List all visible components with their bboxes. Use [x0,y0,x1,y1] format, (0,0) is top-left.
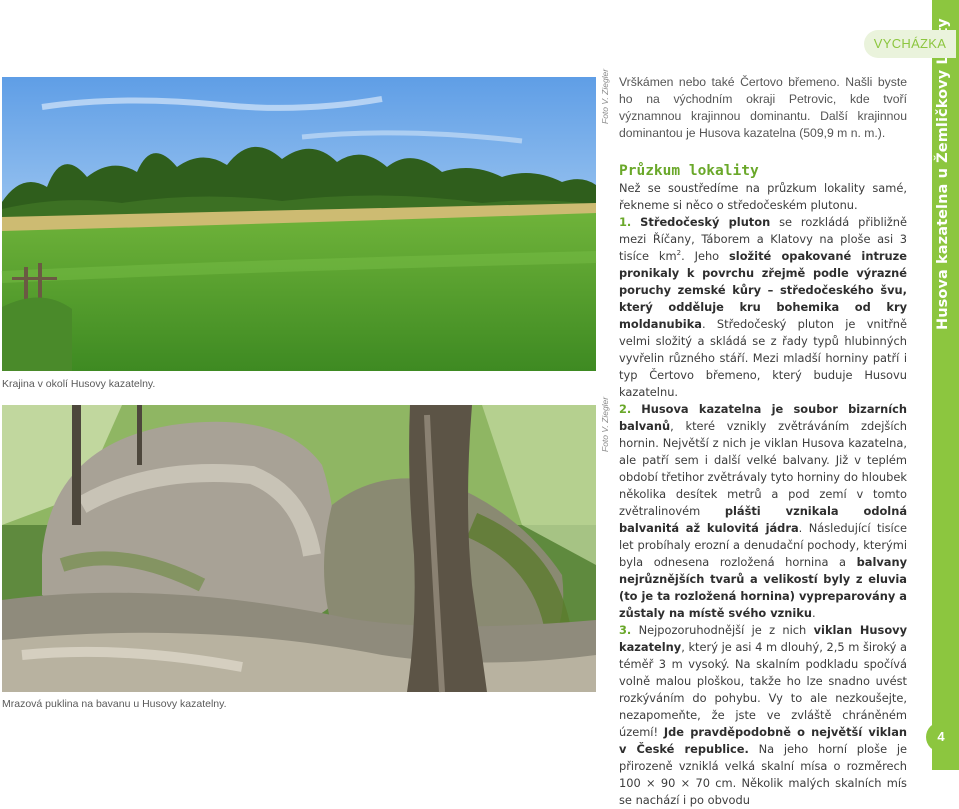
paragraph-2-text-1: , které vznikly zvětráváním zdejších hornin. Největší z nich je viklan Husova kazatelna, ale patří sem i další velké balvany. Již v teplém období třetihor zvětrávaly tyto horniny do hloubek několika desítek metrů a pod zemí v tomto zvětralinovém [619,419,907,518]
paragraph-3-number: 3. [619,623,632,637]
paragraph-2-bold-2: plášti vznikala odolná balvanitá až kulovitá jádra [619,504,908,535]
paragraph-1 [619,214,907,401]
paragraph-3 [619,622,907,809]
paragraph-3-bold-2: Jde pravděpodobně o největší viklan v České republice. [619,725,908,756]
paragraph-2-number: 2. [619,402,632,416]
paragraph-2-text-3: . [811,606,816,620]
section-heading: Průzkum lokality [619,163,759,179]
paragraph-3-text-3: Na jeho horní ploše je přirozeně vzniklá velká skalní mísa o rozměrech 100 × 90 × 70 cm. Několik malých skalních mís se nachází i po obvodu [619,742,908,807]
page-number: 4 [926,722,956,752]
paragraph-1-sup: 2 [676,249,682,258]
paragraph-1-bold-2: složité opakované intruze pronikaly k povrchu zřejmě podle výrazné poruchy zemské kůry – středočeského švu, který odděluje kru bohemika od kry moldanubika [619,249,907,331]
paragraph-2 [619,401,907,622]
paragraph-2-bold-3: balvany nejrůznějších tvarů a velikostí byly z eluvia (to je ta rozložená hornina) vypreparovány a zůstaly na místě svého vzniku [619,555,907,620]
caption-boulder: Mrazová puklina na bavanu u Husovy kazatelny. [2,698,227,710]
paragraph-1-text-3: . Středočeský pluton je vnitřně velmi složitý a skládá se z řady typů hlubinných vyvřelin různého stáří. Mezi mladší horniny patří i typ Čertovo břemeno, který buduje Husovu kazatelnu. [619,317,907,399]
paragraph-1-number: 1. [619,215,632,229]
section-tag: VYCHÁZKA [864,30,956,58]
landscape-photo [2,77,596,371]
paragraph-2-text-2: . Následující tisíce let probíhaly erozní a denudační pochody, kterými byla odnesena rozložená hornina a [619,521,907,569]
boulder-photo [2,405,596,692]
paragraph-2-bold-1: Husova kazatelna je soubor bizarních balvanů [619,402,907,433]
paragraph-1-text-1: se rozkládá přibližně mezi Říčany, Táborem a Klatovy na ploše asi 3 tisíce km [619,215,908,263]
article-column [619,74,907,809]
caption-landscape: Krajina v okolí Husovy kazatelny. [2,378,156,390]
paragraph-3-text-1: Nejpozoruhodnější je z nich [631,623,814,637]
lead-paragraph: Než se soustředíme na průzkum lokality samé, řekneme si něco o středočeském plutonu. [619,181,907,212]
paragraph-1-bold-1: Středočeský pluton [640,215,771,229]
paragraph-1-text-2: . Jeho [681,249,730,263]
paragraph-3-bold-1: viklan Husovy kazatelny [619,623,907,654]
intro-paragraph: Vrškámen nebo také Čertovo břemeno. Našli byste ho na východním okraji Petrovic, kde tvoří významnou krajinnou dominantu. Další krajinnou dominantou je Husova kazatelna (509,9 m n. m.). [619,75,907,140]
paragraph-3-text-2: , který je asi 4 m dlouhý, 2,5 m široký a téměř 3 m vysoký. Na skalním podkladu spočívá volně malou ploškou, takže ho lze snadno uvést rozkýváním do pohybu. Vy to ale nezkoušejte, nezapomeňte, že jste ve zvláště chráněném území! [619,640,907,739]
